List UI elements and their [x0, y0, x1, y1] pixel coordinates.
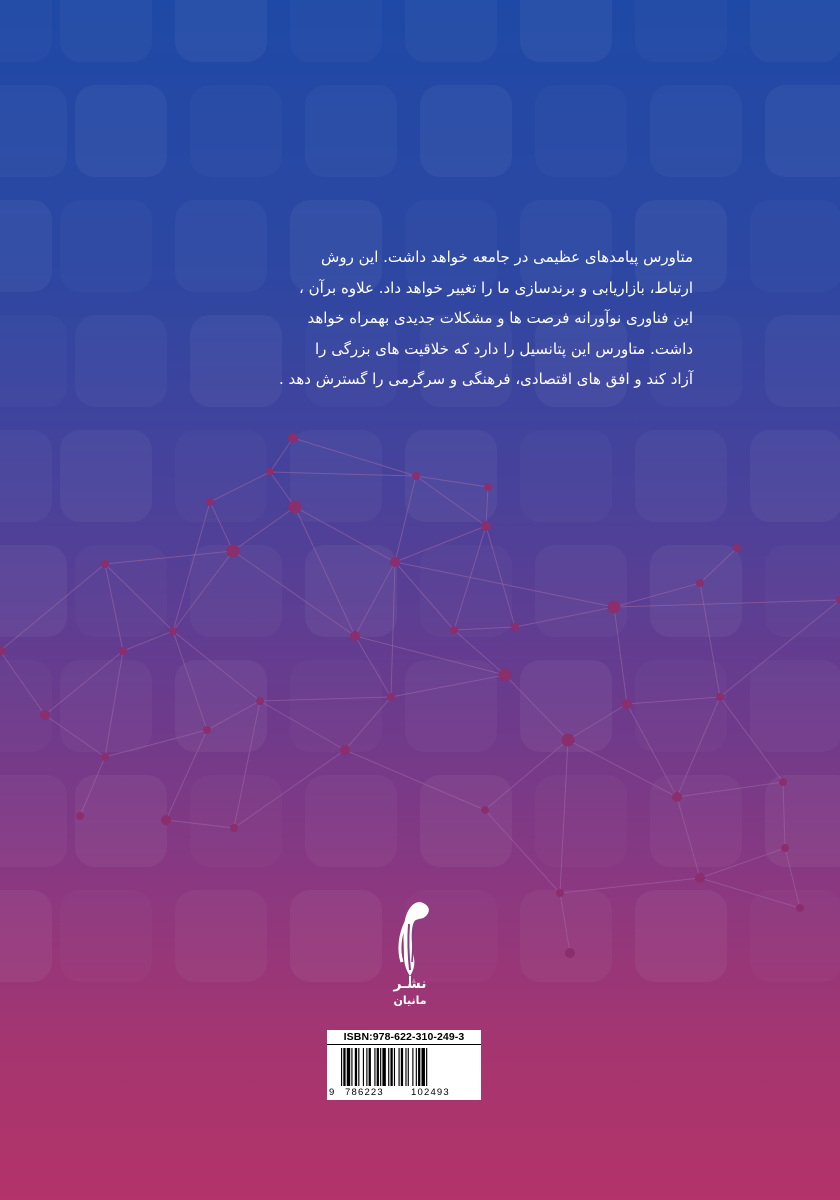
network-link	[45, 715, 105, 757]
network-node	[387, 693, 395, 701]
network-link	[560, 893, 570, 953]
network-link	[207, 701, 260, 730]
network-link	[80, 757, 105, 816]
network-link	[627, 704, 677, 797]
barcode-bar	[408, 1048, 409, 1086]
network-link	[295, 507, 395, 562]
network-link	[166, 730, 207, 820]
barcode-bar	[394, 1048, 395, 1086]
network-link	[166, 820, 234, 828]
network-node	[203, 726, 211, 734]
barcode-bar	[422, 1048, 425, 1086]
network-node	[484, 483, 492, 491]
network-link	[233, 507, 295, 551]
network-link	[0, 564, 105, 651]
network-link	[173, 631, 260, 701]
network-node	[481, 521, 491, 531]
network-node	[227, 545, 240, 558]
network-link	[123, 631, 173, 651]
network-node	[169, 627, 177, 635]
barcode-bar	[388, 1048, 389, 1086]
network-link	[234, 701, 260, 828]
blurb-line: داشت. متاورس این پتانسیل را دارد که خلاقیت های بزرگی را	[315, 339, 693, 358]
blurb-line: آزاد کند و افق های اقتصادی، فرهنگی و سرگرمی را گسترش دهد .	[278, 370, 693, 388]
network-node	[288, 433, 298, 443]
network-link	[395, 526, 486, 562]
barcode-digits-right: 102493	[411, 1087, 450, 1098]
barcode-bar	[418, 1048, 420, 1086]
network-node	[76, 812, 84, 820]
network-node	[161, 815, 171, 825]
blurb-text	[168, 242, 693, 395]
network-link	[355, 636, 391, 697]
network-link	[270, 472, 416, 476]
network-link	[560, 878, 700, 893]
network-link	[614, 607, 627, 704]
barcode-bar	[355, 1048, 357, 1086]
network-link	[505, 675, 568, 740]
barcode-bar	[405, 1048, 406, 1086]
network-node	[206, 498, 214, 506]
network-link	[627, 697, 720, 704]
network-node	[390, 557, 400, 567]
network-link	[568, 704, 627, 740]
network-link	[391, 675, 505, 697]
barcode-bar	[358, 1048, 359, 1086]
network-node	[716, 693, 724, 701]
network-node	[412, 472, 420, 480]
network-link	[395, 476, 416, 562]
network-link	[568, 740, 677, 797]
network-node	[450, 626, 458, 634]
network-node	[622, 699, 632, 709]
network-link	[173, 502, 210, 631]
network-link	[783, 782, 785, 848]
barcode-bar	[416, 1048, 417, 1086]
barcode-bar	[366, 1048, 367, 1086]
network-link	[105, 564, 173, 631]
network-node	[499, 669, 512, 682]
barcode-bar	[347, 1048, 350, 1086]
network-link	[270, 438, 293, 472]
network-link	[260, 701, 345, 750]
network-link	[45, 651, 123, 715]
network-link	[614, 583, 700, 607]
network-node	[350, 631, 360, 641]
network-node	[481, 806, 489, 814]
network-link	[485, 810, 560, 893]
network-link	[677, 782, 783, 797]
network-link	[105, 651, 123, 757]
blurb-line: متاورس پیامدهای عظیمی در جامعه خواهد داشت. این روش	[321, 248, 693, 266]
barcode-digits	[327, 1087, 481, 1099]
barcode-bar	[382, 1048, 385, 1086]
network-link	[720, 600, 840, 697]
feather-quill-icon	[362, 896, 458, 988]
network-link	[233, 551, 355, 636]
network-node	[556, 889, 564, 897]
barcode-bar	[380, 1048, 381, 1086]
network-link	[0, 651, 45, 715]
barcode-bar	[390, 1048, 392, 1086]
network-node	[781, 844, 789, 852]
network-link	[234, 750, 345, 828]
network-node	[101, 560, 109, 568]
network-node	[119, 647, 127, 655]
barcode-bar	[412, 1048, 413, 1086]
network-node	[565, 948, 575, 958]
network-link	[677, 797, 700, 878]
network-link	[486, 487, 488, 526]
barcode-bar	[363, 1048, 364, 1086]
blurb-line: این فناوری نوآورانه فرصت ها و مشکلات جدیدی بهمراه خواهد	[307, 309, 693, 327]
network-link	[700, 878, 800, 908]
network-node	[101, 753, 109, 761]
network-link	[700, 848, 785, 878]
network-link	[210, 472, 270, 502]
network-link	[485, 740, 568, 810]
network-link	[454, 627, 515, 630]
publisher-label: نشـر	[393, 976, 427, 992]
barcode-bar	[341, 1048, 342, 1086]
network-node	[733, 544, 741, 552]
network-node	[695, 873, 705, 883]
publisher-name: مانیان	[393, 994, 427, 1007]
network-link	[454, 526, 486, 630]
barcode-bar	[343, 1048, 345, 1086]
network-link	[700, 548, 737, 583]
network-link	[486, 526, 515, 627]
network-link	[105, 551, 233, 564]
isbn-label: ISBN:978-622-310-249-3	[327, 1030, 481, 1045]
blurb-line: ارتباط، بازاریابی و برندسازی ما را تغییر خواهد داد. علاوه برآن ،	[298, 278, 693, 297]
network-link	[105, 730, 207, 757]
network-node	[340, 745, 350, 755]
barcode-bars	[337, 1048, 473, 1086]
barcode-digit-lead: 9	[329, 1087, 335, 1098]
network-link	[345, 697, 391, 750]
barcode-bar	[374, 1048, 375, 1086]
publisher-logo	[362, 896, 458, 1016]
network-node	[40, 710, 50, 720]
network-link	[260, 697, 391, 701]
network-link	[210, 502, 233, 551]
network-link	[173, 551, 233, 631]
network-link	[355, 562, 395, 636]
network-node	[796, 904, 804, 912]
network-link	[515, 607, 614, 627]
network-link	[293, 438, 416, 476]
network-link	[720, 697, 783, 782]
network-node	[230, 824, 238, 832]
isbn-barcode	[327, 1030, 481, 1100]
network-link	[614, 600, 840, 607]
network-link	[173, 631, 207, 730]
network-node	[779, 778, 787, 786]
network-node	[256, 697, 264, 705]
barcode-bar	[369, 1048, 371, 1086]
network-link	[295, 507, 355, 636]
network-node	[696, 579, 704, 587]
barcode-bar	[401, 1048, 403, 1086]
barcode-bar	[399, 1048, 400, 1086]
network-node	[289, 501, 302, 514]
network-link	[105, 564, 123, 651]
network-link	[416, 476, 488, 487]
network-node	[562, 734, 575, 747]
network-link	[391, 562, 395, 697]
network-link	[700, 583, 720, 697]
barcode-bar	[426, 1048, 427, 1086]
barcode-digits-left: 786223	[345, 1087, 384, 1098]
network-link	[416, 476, 486, 526]
network-node	[672, 792, 682, 802]
network-link	[785, 848, 800, 908]
network-node	[608, 601, 621, 614]
network-node	[511, 623, 519, 631]
network-link	[677, 697, 720, 797]
network-link	[345, 750, 485, 810]
network-node	[266, 468, 274, 476]
barcode-bar	[351, 1048, 352, 1086]
barcode-bar	[377, 1048, 379, 1086]
network-link	[560, 740, 568, 893]
